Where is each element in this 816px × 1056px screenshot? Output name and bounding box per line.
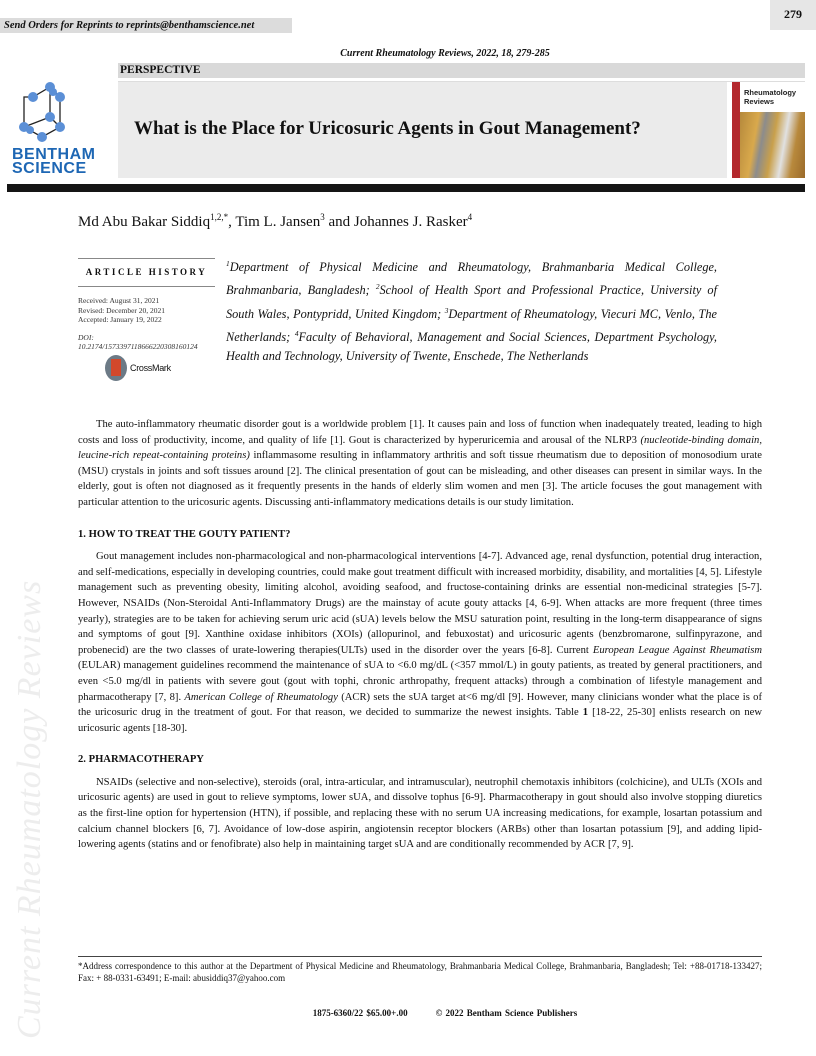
text-segment: [18-22, 25-30] enlists research on new uricosuric agents [18-30].	[78, 707, 762, 734]
article-body	[78, 417, 762, 853]
text-segment: (ACR) sets the sUA target at<6 mg/dl [9]. However, many clinicians wonder what the place is of the uricosuric drug in the treatment of gout. For that reason, we decided to summarize the newest insights. Table	[78, 691, 762, 719]
text-segment: (EULAR) management guidelines recommend the maintenance of sUA to <6.0 mg/dL (<357 mmol/L) in gouty patients, as treated by general practitioners, and even <5.0 mg/dl in patients with severe gout (gout with tophi, chronic arthropathy, frequent attacks) through a combination of lifestyle management and pharmacotherapy [7, 8].	[78, 660, 762, 703]
body-paragraph	[78, 417, 762, 511]
body-paragraph	[78, 549, 762, 736]
molecule-icon	[8, 82, 114, 146]
article-type-bar: PERSPECTIVE	[118, 63, 805, 78]
affil-num: 4	[294, 328, 299, 338]
doi-link[interactable]: 10.2174/1573397118666220308160124	[78, 342, 198, 351]
text-segment: Gout management includes non-pharmacological and non-pharmacological interventions [4-7]. Advanced age, renal dysfunction, potential drug interaction, and self-medications, especially in developing countries, could make gout treatment difficult with increased morbidity, disability, and mortalities [4, 5]. Lifestyle management such as preventing obesity, limiting alcohol, avoiding seafood, and fructose-containing drinks are essential non-medicinal strategies [5-7]. However, NSAIDs (Non-Steroidal Anti-Inflammatory Drugs) are the mainstay of acute gouty attacks [4, 6-9]. When attacks are more frequent (three times yearly), strategies are to be taken for achieving serum uric acid (sUA) levels below the MSU saturation point, resulting in the long-term disappearance of signs and symptoms of gout [9]. Xanthine oxidase inhibitors (XOIs) (allopurinol, and febuxostat) and uricosuric agents (benzbromarone, sulfinpyrazone, and probenecid) are the two classes of urate-lowering therapies(ULTs) used in the disorder over the years [6-8]. Current	[78, 551, 762, 656]
author-affil: 4	[467, 212, 473, 222]
title-box	[118, 82, 727, 178]
logo-line2: SCIENCE	[12, 160, 87, 177]
crossmark-label: CrossMark	[130, 363, 171, 373]
journal-cover-image	[732, 82, 805, 178]
author-name: Johannes J. Rasker	[353, 214, 468, 230]
journal-citation: Current Rheumatology Reviews, 2022, 18, 279-285	[340, 48, 550, 59]
crossmark-icon	[105, 355, 127, 381]
crossmark-badge[interactable]	[105, 355, 171, 381]
affiliation: Department of Physical Medicine and Rheumatology, Brahmanbaria Medical College, Brahmanbaria, Bangladesh;	[226, 260, 717, 298]
author-affil: 3	[320, 212, 325, 222]
doi-label: DOI:	[78, 332, 94, 342]
header-divider	[7, 184, 805, 192]
affiliations	[226, 254, 717, 366]
footnote-divider	[78, 956, 762, 957]
affiliation: Department of Rheumatology, Viecuri MC, Venlo, The Netherlands;	[226, 306, 717, 344]
text-segment: inflammasome resulting in inflammatory arthritis and soft tissue rheumatism due to deposition of monosodium urate (MSU) crystals in joints and soft tissues around [2]. The clinical presentation of gout can be misleading, and other diseases can present in similar ways. In the elderly, gout is often not diagnosed as it frequently presents in the hands of elderly slim women and men [3]. The article focuses the gout management with particular attention to the uricosuric agents. Discussing anti-inflammatory medications details is our study limitation.	[78, 450, 762, 508]
accepted-date: Accepted: January 19, 2022	[78, 315, 162, 324]
text-segment: (nucleotide-binding domain, leucine-rich repeat-containing proteins)	[78, 434, 762, 462]
author-sep: ,	[228, 214, 236, 230]
text-segment: European League Against Rheumatism	[592, 644, 763, 656]
journal-watermark: Current Rheumatology Reviews	[11, 579, 48, 1039]
affil-num: 3	[444, 305, 449, 315]
page-footer	[0, 1008, 816, 1018]
page-number: 279	[770, 0, 816, 30]
cover-title-1: Rheumatology	[744, 88, 797, 97]
text-segment: 1	[582, 707, 589, 719]
author-list	[78, 212, 472, 231]
affiliation: School of Health Sport and Professional Practice, University of South Wales, Pontypridd, United Kingdom;	[226, 283, 717, 321]
copyright: © 2022 Bentham Science Publishers	[435, 1008, 578, 1018]
reprints-notice: Send Orders for Reprints to reprints@benthamscience.net	[0, 18, 292, 33]
affiliation: Faculty of Behavioral, Management and Social Sciences, Department Psychology, Health and Technology, University of Twente, Enschede, The Netherlands	[226, 329, 717, 364]
author-sep: and	[324, 214, 354, 230]
cover-title-2: Reviews	[744, 97, 775, 106]
section-heading: 2. PHARMACOTHERAPY	[78, 754, 204, 766]
section-heading: 1. HOW TO TREAT THE GOUTY PATIENT?	[78, 528, 291, 540]
affil-num: 1	[226, 259, 230, 268]
body-paragraph	[78, 775, 762, 853]
correspondence-footnote: *Address correspondence to this author at the Department of Physical Medicine and Rheumatology, Brahmanbaria Medical College, Brahmanbaria, Bangladesh; Tel: +88-01718-133427; Fax: + 88-0331-63491; E-mail: abusiddiq37@yahoo.com	[78, 961, 762, 983]
text-segment: American College of Rheumatology	[184, 691, 338, 703]
article-history-heading: ARTICLE HISTORY	[85, 267, 208, 277]
issn-price: 1875-6360/22 $65.00+.00	[312, 1008, 408, 1018]
article-title: What is the Place for Uricosuric Agents in Gout Management?	[134, 118, 641, 139]
revised-date: Revised: December 20, 2021	[78, 305, 166, 315]
text-segment: The auto-inflammatory rheumatic disorder gout is a worldwide problem [1]. It causes pain and loss of function when inadequately treated, leading to high costs and loss of productivity, income, and quality of life [1]. Gout is characterized by hyperuricemia and arousal of the NLRP3	[78, 419, 762, 446]
affil-num: 2	[375, 282, 380, 292]
author-name: Tim L. Jansen	[235, 214, 321, 230]
bentham-science-logo	[8, 82, 114, 178]
logo-line1: BENTHAM	[12, 146, 96, 163]
author-name: Md Abu Bakar Siddiq	[78, 214, 211, 230]
received-date: Received: August 31, 2021	[78, 296, 160, 305]
author-affil: 1,2,*	[210, 212, 229, 222]
article-history	[78, 258, 215, 352]
text-segment: NSAIDs (selective and non-selective), steroids (oral, intra-articular, and intramuscular), neutrophil chemotaxis inhibitors (colchicine), and ULTs (XOIs and uricosuric agents) are used in gout to relieve symptoms, lower sUA, and dissolve tophus [6-9]. Pharmacotherapy in gout should also involve stopping diuretics as the first-line option for hypertension (HTN), if possible, and replacing these with no serum UA increasing medications, for example, losartan potassium and calcium channel blockers [6, 7]. Avoidance of low-dose aspirin, angiotensin receptor blockers (ARBs) other than losartan potassium [9], and adding lipid-lowering agents (statins and or fenofibrate) also help in maintaining target sUA and are conditionally recommended by ACR [7, 9].	[78, 776, 762, 851]
